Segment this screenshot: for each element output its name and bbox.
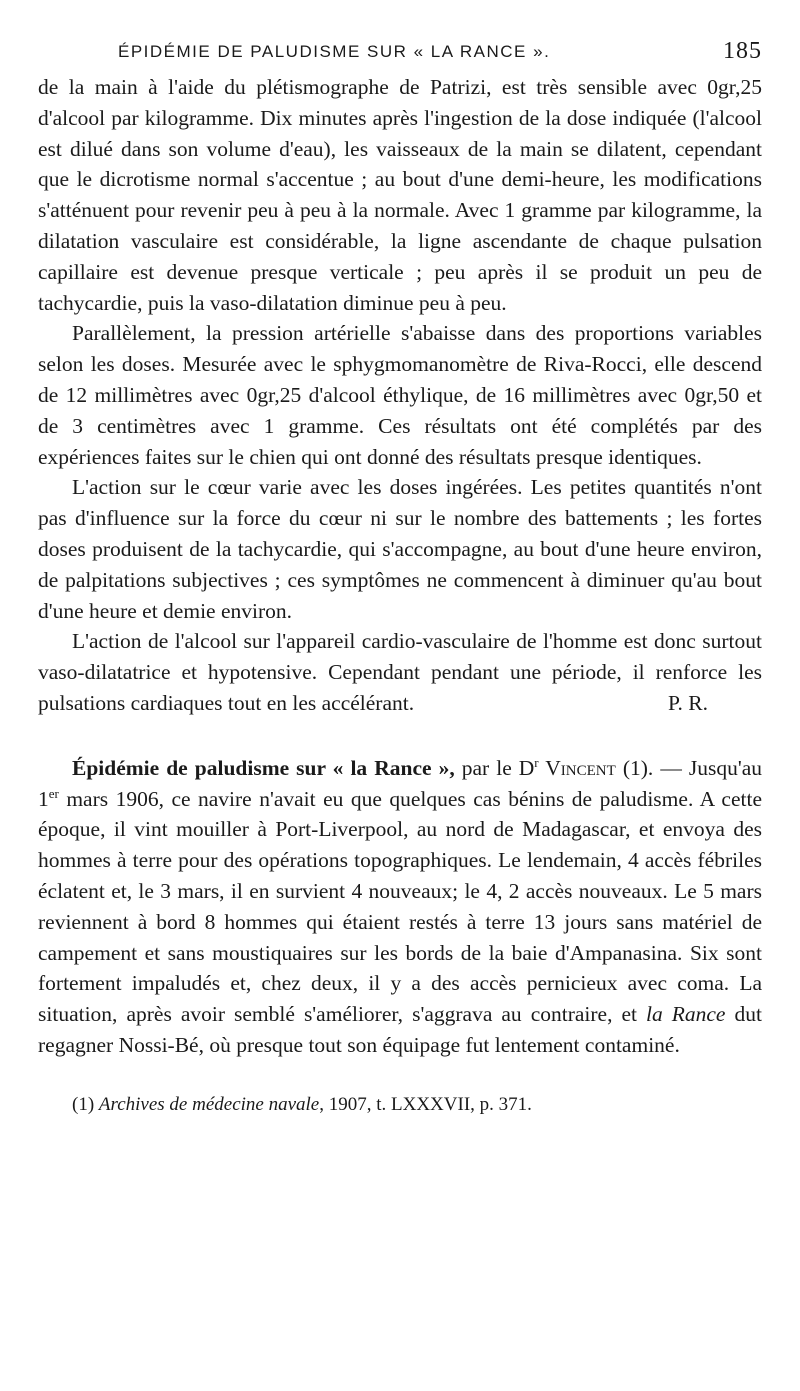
article-body (38, 72, 762, 1061)
running-head (38, 28, 762, 72)
paragraph-3: L'action sur le cœur varie avec les doses ingérées. Les petites quantités n'ont pas d'influence sur la force du cœur ni sur le nombre des battements ; les fortes doses produisent de la tachycardie, qui s'accompagne, au bout d'une heure environ, de palpitations subjectives ; ces symptômes ne commencent à diminuer qu'au bout d'une heure et demie environ. (38, 475, 762, 623)
running-title: ÉPIDÉMIE DE PALUDISME SUR « LA RANCE ». (118, 42, 551, 61)
page-number: 185 (723, 38, 762, 64)
footnote-marker: (1) (72, 1093, 99, 1115)
author-name: Vincent (538, 755, 616, 780)
date-ordinal-sup: er (48, 785, 59, 801)
footnote (38, 1091, 762, 1119)
section-body: mars 1906, ce navire n'avait eu que quelques cas bénins de paludisme. A cette époque, il vint mouiller à Port-Liverpool, au nord de Madagascar, et envoya des hommes à terre pour des opérations topographiques. Le lendemain, 4 accès fébriles éclatent et, le 3 mars, il en survient 4 nouveaux; le 4, 2 accès nouveaux. Le 5 mars reviennent à bord 8 hommes qui étaient restés à terre 13 jours sans matériel de campement et sans moustiquaires sur les bords de la baie d'Ampanasina. Six sont fortement impaludés et, chez deux, il y a des accès pernicieux avec coma. La situation, après avoir semblé s'améliorer, s'aggrava au contraire, et (38, 786, 762, 1027)
footnote-journal: Archives de médecine navale (98, 1093, 320, 1115)
section-body-end: dut regagner Nossi-Bé, où presque tout son équipage fut lentement contaminé. (38, 1002, 762, 1057)
author-prefix: par le D (454, 755, 535, 780)
footnote-ref: (1). (615, 755, 654, 780)
signature: P. R. (667, 690, 708, 715)
section-paludisme (38, 753, 762, 1061)
paragraph-4: L'action de l'alcool sur l'appareil cardio-vasculaire de l'homme est donc surtout vaso-dilatatrice et hypotensive. Cependant pendant une période, il renforce les pulsations cardiaques tout en les accélérant. (38, 629, 762, 715)
paragraph-2: Parallèlement, la pression artérielle s'abaisse dans des proportions variables selon les doses. Mesurée avec le sphygmomanomètre de Riva-Rocci, elle descend de 12 millimètres avec 0gr,25 d'alcool éthylique, de 16 millimètres avec 0gr,50 et de 3 centimètres avec 1 gramme. Ces résultats ont été complétés par des expériences faites sur le chien qui ont donné des résultats presque identiques. (38, 321, 762, 469)
author-title-sup: r (534, 754, 539, 770)
ship-name: la Rance (646, 1002, 726, 1027)
paragraph-1: de la main à l'aide du plétismographe de Patrizi, est très sensible avec 0gr,25 d'alcool par kilogramme. Dix minutes après l'ingestion de la dose indiquée (l'alcool est dilué dans son volume d'eau), les vaisseaux de la main se dilatent, cependant que le dicrotisme normal s'accentue ; au bout d'une demi-heure, les modifications s'atténuent pour revenir peu à peu à la normale. Avec 1 gramme par kilogramme, la dilatation vasculaire est considérable, la ligne ascendante de chaque pulsation capillaire est devenue presque verticale ; peu après il se produit un peu de tachycardie, puis la vaso-dilatation diminue peu à peu. (38, 75, 762, 315)
section-intro: — Jusqu'au 1 (38, 755, 763, 811)
document-page (38, 28, 762, 1119)
footnote-reference: , 1907, t. LXXXVII, p. 371. (319, 1093, 532, 1115)
section-title: Épidémie de paludisme sur « la Rance », (72, 755, 455, 780)
